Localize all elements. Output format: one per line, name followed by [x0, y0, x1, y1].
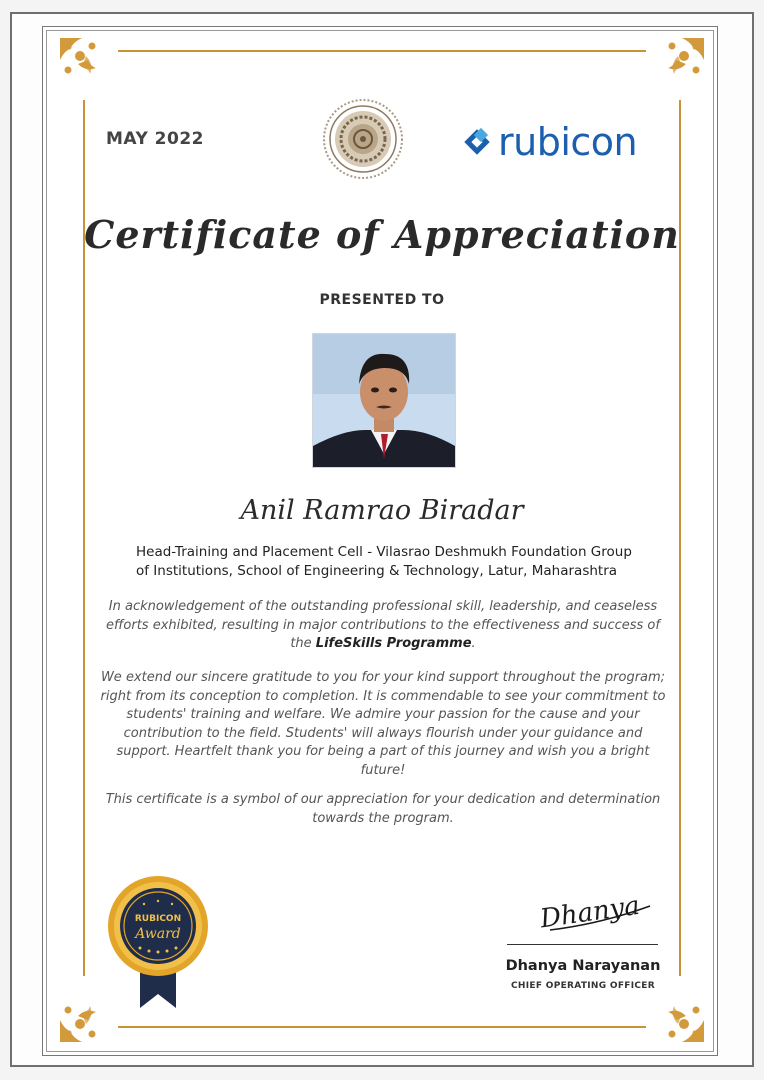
gratitude-paragraph: We extend our sincere gratitude to you for your kind support throughout the program; right from its conception to completion. It is commendable to see your commitment to students' training and welfare. We admire your passion for the cause and your contribution to the field. Students' will always flourish under your guidance and support. Heartfelt thank you for being a part of this journey and wish you a bright future! [100, 670, 666, 778]
acknowledgement-text: In acknowledgement of the outstanding professional skill, leadership, and ceaseless efforts exhibited, resulting in major contributions to the effectiveness and success of the [106, 599, 660, 651]
presented-to-label: PRESENTED TO [319, 292, 445, 308]
seal-line1: RUBICON [134, 914, 182, 924]
mandala-emblem-icon [322, 98, 404, 180]
certificate-date: MAY 2022 [106, 129, 204, 149]
recipient-photo [312, 333, 456, 468]
programme-name: LifeSkills Programme [315, 636, 472, 651]
rubicon-diamond-icon [462, 127, 492, 157]
recipient-name: Anil Ramrao Biradar [240, 495, 524, 526]
bottom-gold-line [118, 1026, 646, 1028]
floral-corner-icon [56, 34, 108, 86]
signature-image [520, 884, 660, 944]
floral-corner-icon [656, 34, 708, 86]
certificate-title: Certificate of Appreciation [84, 212, 680, 257]
recipient-role: Head-Training and Placement Cell - Vilasrao Deshmukh Foundation Group of Institutions, School of Engineering & Technology, Latur, Maharashtra [136, 544, 632, 579]
signature-text: Dhanya [538, 890, 642, 935]
seal-line2: Award [135, 926, 181, 942]
acknowledgement-end: . [471, 636, 476, 651]
signature-line [507, 944, 658, 945]
acknowledgement-paragraph [100, 598, 666, 654]
top-gold-line [118, 50, 646, 52]
floral-corner-icon [656, 994, 708, 1046]
award-seal-icon [106, 874, 210, 1010]
signatory-title: CHIEF OPERATING OFFICER [511, 981, 655, 991]
brand-logo [462, 120, 637, 164]
symbol-paragraph: This certificate is a symbol of our appreciation for your dedication and determination towards the program. [105, 792, 661, 826]
signatory-name: Dhanya Narayanan [505, 958, 661, 974]
floral-corner-icon [56, 994, 108, 1046]
brand-name: rubicon [498, 120, 638, 164]
